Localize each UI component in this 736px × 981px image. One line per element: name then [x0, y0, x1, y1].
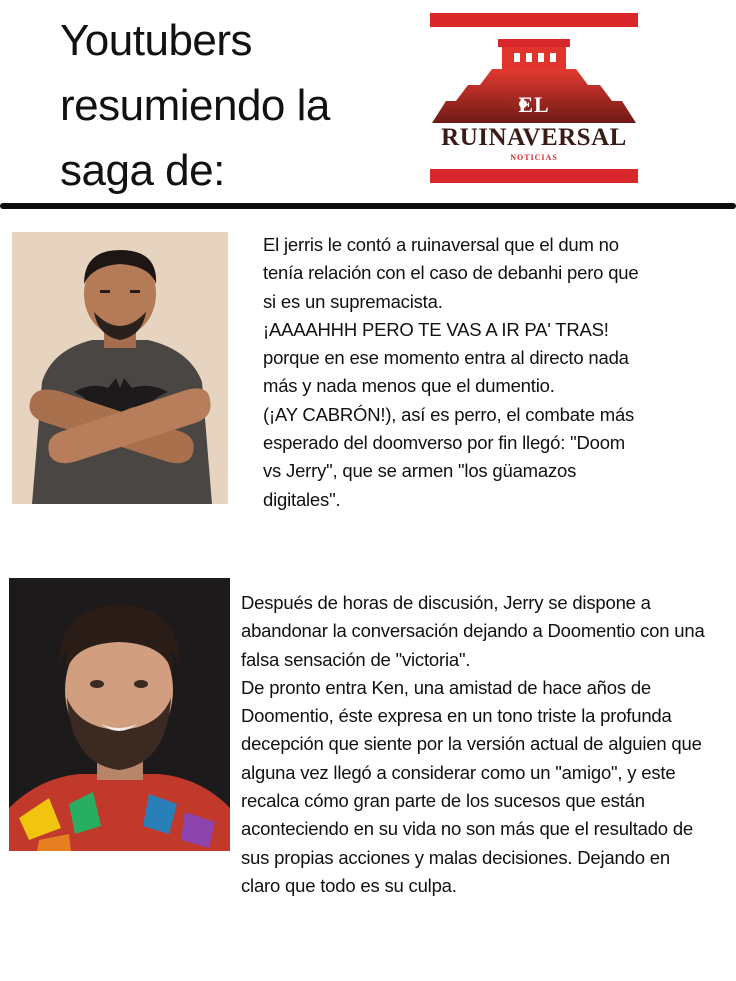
headline-line: resumiendo la	[60, 81, 330, 130]
text-line: vs Jerry", que se armen "los güamazos	[263, 460, 577, 482]
text-line: más y nada menos que el dumentio.	[263, 375, 555, 397]
el-ruinaversal-logo	[430, 13, 638, 185]
logo-subtitle: NOTICIAS	[510, 153, 558, 162]
text-line: alguna vez llegó a considerar como un "amigo", y este	[241, 761, 676, 783]
logo-name: RUINAVERSAL	[441, 124, 627, 151]
logo-bottom-bar	[430, 169, 638, 183]
text-line: Después de horas de discusión, Jerry se dispone a	[241, 592, 651, 613]
text-line: sus propias acciones y malas decisiones. Dejando en	[241, 846, 670, 868]
text-line: digitales".	[263, 488, 341, 510]
photo-bearded-man	[9, 578, 230, 851]
headline-line: saga de:	[60, 146, 225, 195]
text-line: (¡AY CABRÓN!), así es perro, el combate más	[263, 403, 635, 425]
text-line: falsa sensación de "victoria".	[241, 648, 471, 670]
photo-man-crossed-arms	[12, 232, 228, 504]
text-line: Doomentio, éste expresa en un tono triste la profunda	[241, 705, 672, 727]
text-line: si es un supremacista.	[263, 290, 443, 312]
text-line: abandonar la conversación dejando a Doomentio con una	[241, 620, 705, 642]
text-line: De pronto entra Ken, una amistad de hace años de	[241, 676, 652, 698]
text-line: aconteciendo en su vida no son más que el resultado de	[241, 818, 694, 840]
text-line: tenía relación con el caso de debanhi pero que	[263, 262, 639, 284]
logo-top-bar	[430, 13, 638, 27]
text-line: porque en ese momento entra al directo nada	[263, 347, 629, 369]
section1-text	[263, 231, 638, 514]
text-line: El jerris le contó a ruinaversal que el dum no	[263, 234, 619, 255]
text-line: claro que todo es su culpa.	[241, 874, 457, 896]
headline	[60, 8, 420, 203]
headline-line: Youtubers	[60, 16, 253, 65]
text-line: decepción que siente por la versión actual de alguien que	[241, 733, 702, 755]
divider	[0, 203, 736, 209]
text-line: ¡AAAAHHH PERO TE VAS A IR PA' TRAS!	[263, 318, 609, 340]
text-line: esperado del doomverso por fin llegó: "Doom	[263, 432, 626, 454]
text-line: recalca cómo gran parte de los sucesos que están	[241, 790, 645, 812]
logo-el: EL	[518, 92, 550, 117]
section2-text	[241, 589, 705, 900]
